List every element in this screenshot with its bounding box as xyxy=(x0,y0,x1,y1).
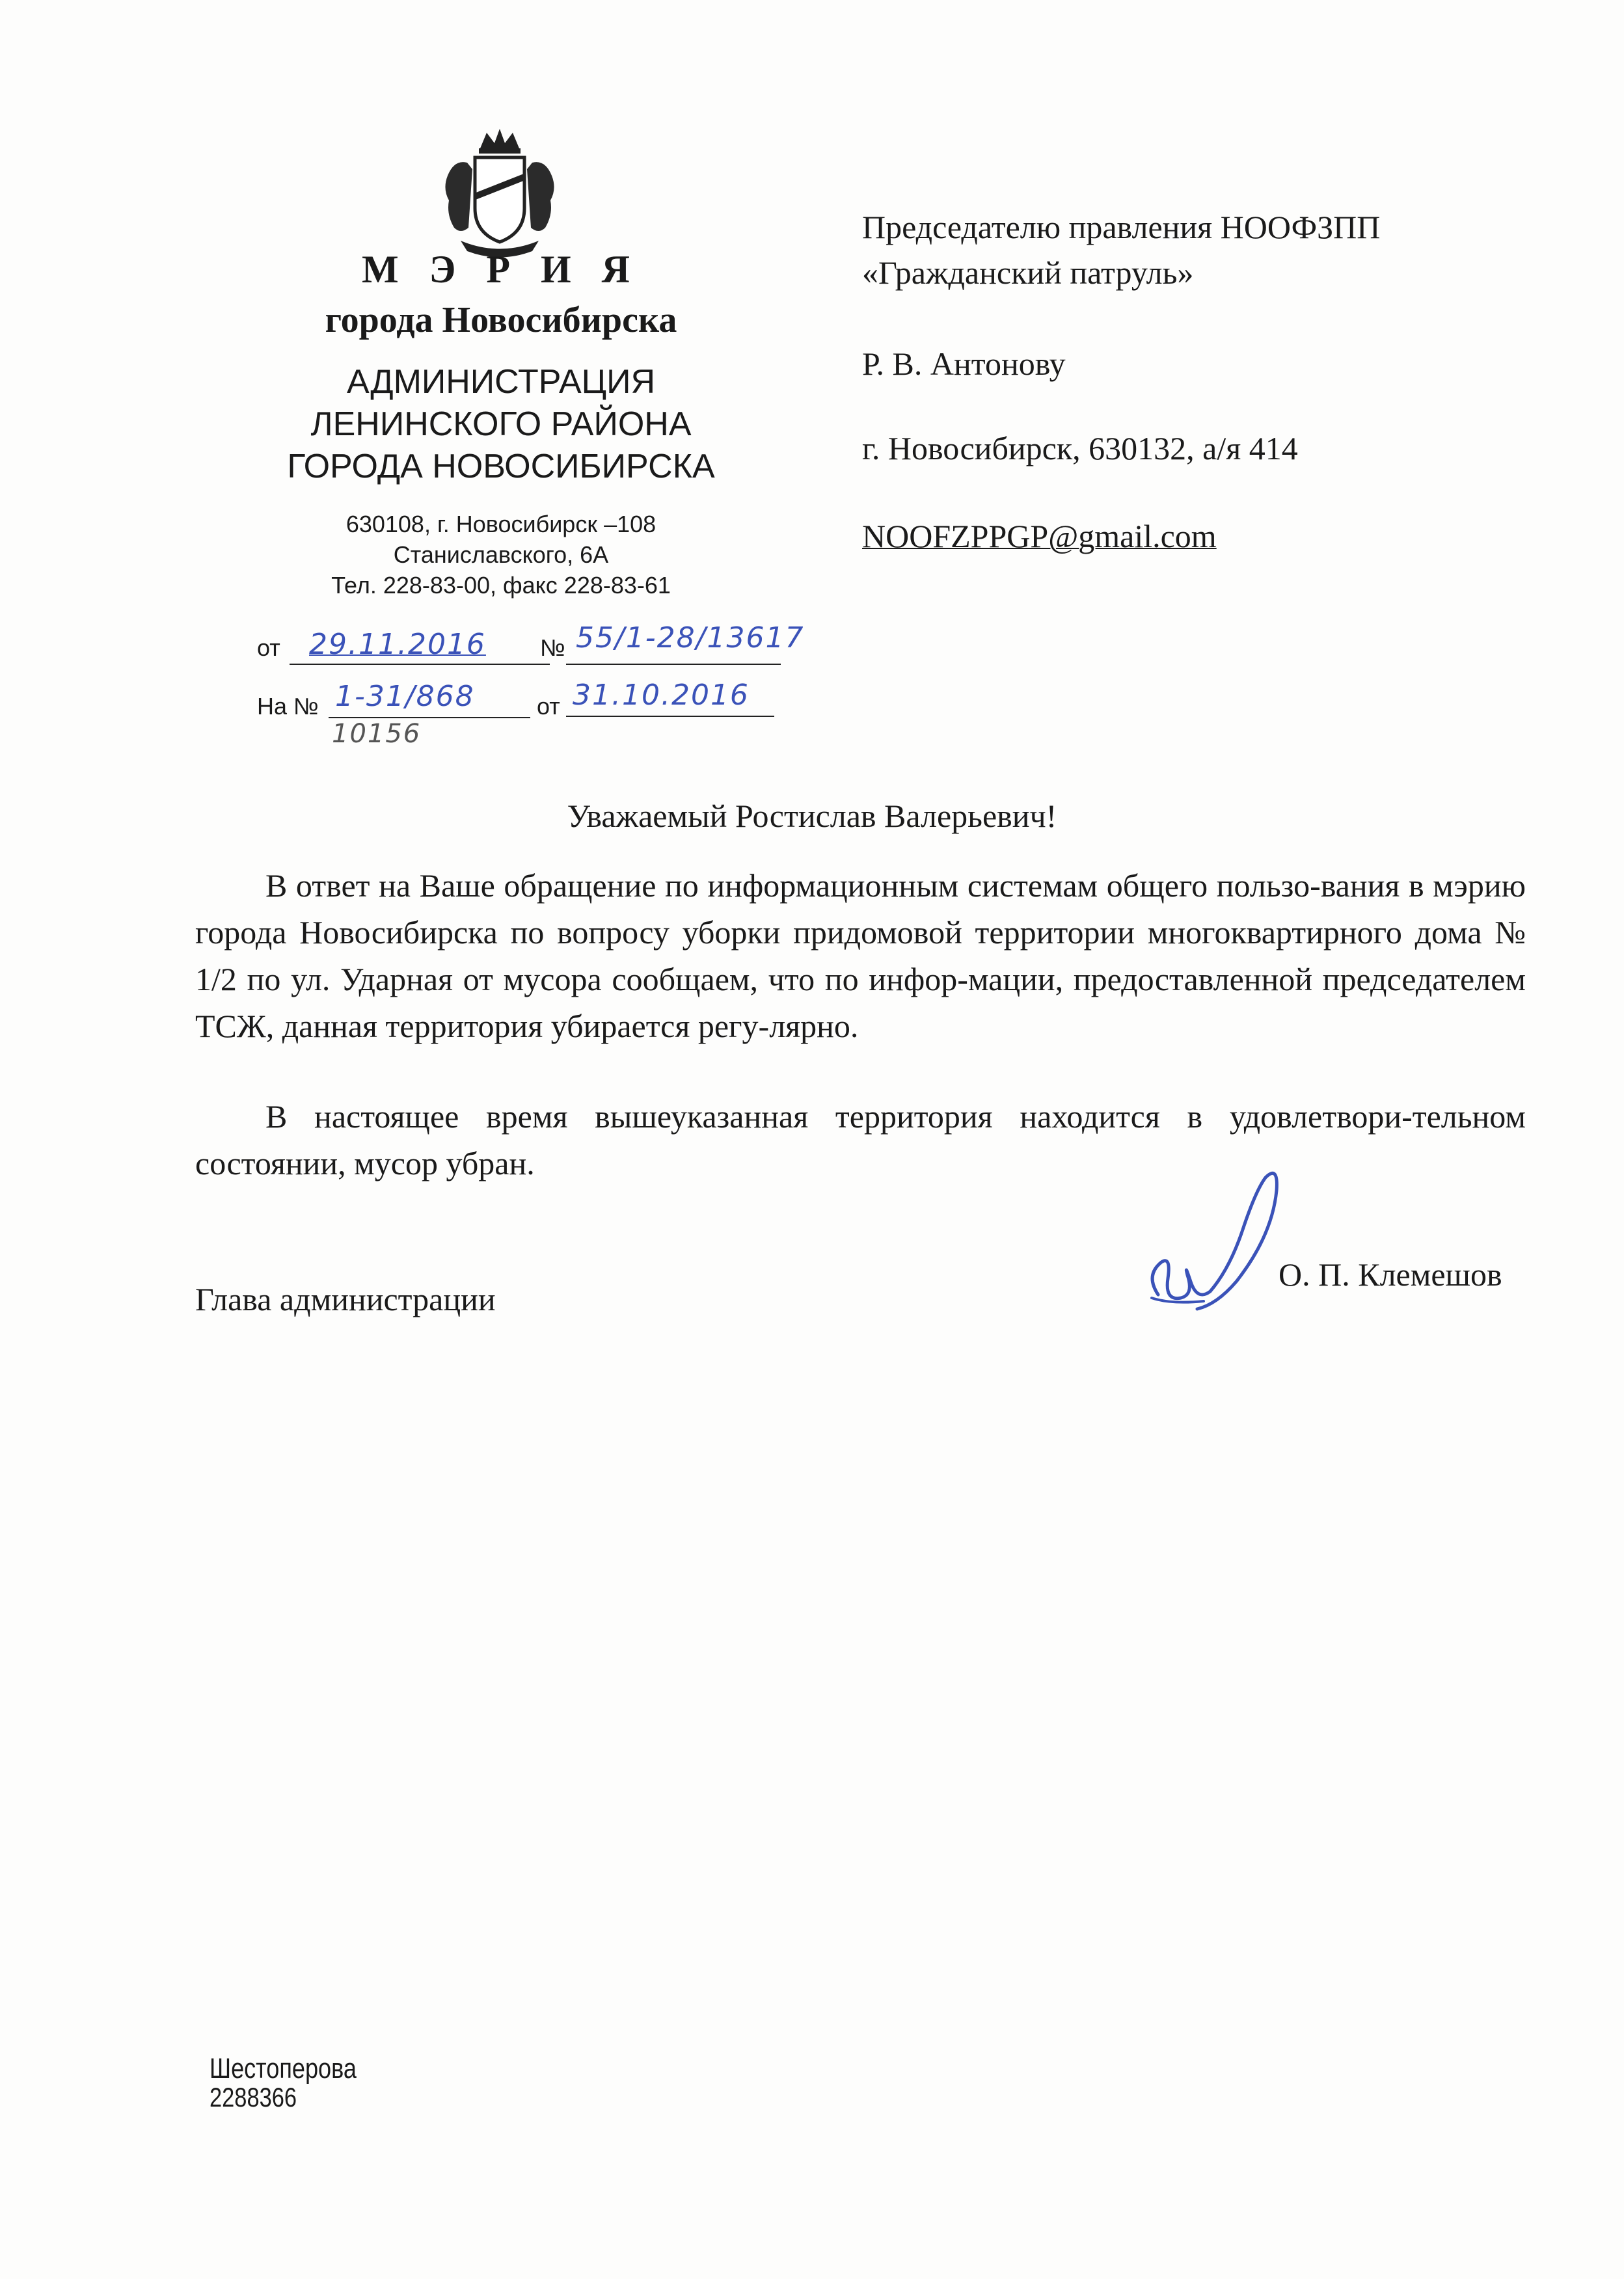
addressee-name: Р. В. Антонову xyxy=(862,345,1066,382)
body-paragraph: В ответ на Ваше обращение по информационным системам общего пользо-вания в мэрию города Новосибирска по вопросу уборки придомовой территории многоквартирного дома № 1/2 по ул. Ударная от мусора сообщаем, что по инфор-мации, предоставленной председателем ТСЖ, данная территория убирается регу-лярно. xyxy=(195,867,1526,1044)
letterhead-phone: Тел. 228-83-00, факс 228-83-61 xyxy=(331,572,671,599)
letterhead-address: 630108, г. Новосибирск –108 xyxy=(345,511,656,537)
reply-date-label: от xyxy=(537,693,560,720)
addressee-organization: «Гражданский патруль» xyxy=(862,254,1194,291)
handwritten-reply-date: 31.10.2016 xyxy=(573,679,750,712)
letterhead-city: города Новосибирска xyxy=(325,300,677,340)
signatory-name: О. П. Клемешов xyxy=(1279,1256,1502,1293)
executor-name: Шестоперова xyxy=(210,2053,357,2084)
signatory-title: Глава администрации xyxy=(195,1281,496,1317)
handwritten-date: 29.11.2016 xyxy=(309,628,486,661)
handwritten-number: 55/1-28/13617 xyxy=(576,621,805,654)
letterhead-admin-line: ЛЕНИНСКОГО РАЙОНА xyxy=(310,405,692,443)
letterhead-address: Станиславского, 6А xyxy=(393,541,609,568)
executor-phone: 2288366 xyxy=(210,2082,297,2112)
handwritten-reply-number: 1-31/868 xyxy=(335,680,475,713)
handwritten-extra-number: 10156 xyxy=(332,719,422,749)
letterhead-admin-line: АДМИНИСТРАЦИЯ xyxy=(346,363,656,401)
letterhead-meria: М Э Р И Я xyxy=(362,248,640,291)
addressee-position: Председателю правления НООФЗПП xyxy=(862,209,1381,245)
addressee-address: г. Новосибирск, 630132, а/я 414 xyxy=(862,430,1298,466)
handwritten-signature-icon xyxy=(1132,1165,1295,1321)
addressee-email: NOOFZPPGP@gmail.com xyxy=(862,518,1217,554)
number-line xyxy=(566,664,781,665)
date-label: от xyxy=(257,634,280,661)
letterhead-admin-line: ГОРОДА НОВОСИБИРСКА xyxy=(287,448,715,485)
body-paragraph: В настоящее время вышеуказанная территория находится в удовлетвори-тельном состоянии, мусор убран. xyxy=(195,1098,1526,1181)
number-label: № xyxy=(540,634,565,661)
date-line xyxy=(290,664,550,665)
salutation: Уважаемый Ростислав Валерьевич! xyxy=(567,798,1057,834)
reply-date-line xyxy=(566,716,774,717)
reply-label: На № xyxy=(257,693,319,720)
coat-of-arms-icon xyxy=(435,124,565,260)
reply-number-line xyxy=(329,717,530,718)
